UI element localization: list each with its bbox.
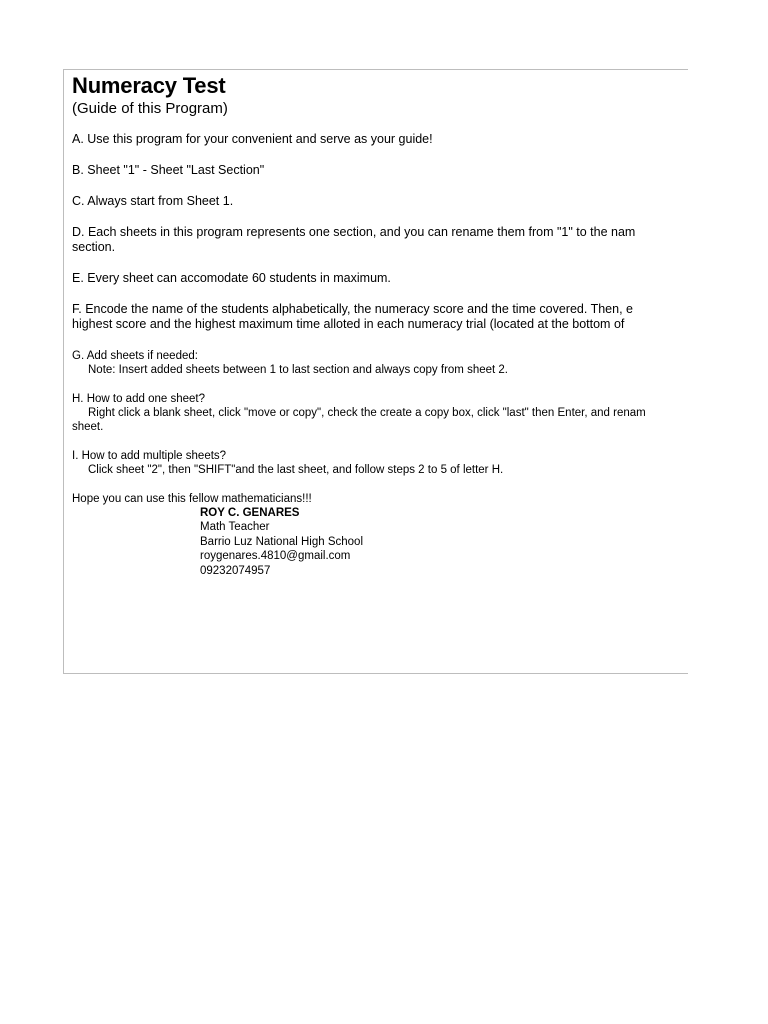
closing-line: Hope you can use this fellow mathematicians!!! — [72, 493, 312, 505]
guide-item-i-line-1: Click sheet "2", then "SHIFT"and the last sheet, and follow steps 2 to 5 of letter H. — [88, 464, 504, 476]
signature-school: Barrio Luz National High School — [200, 536, 364, 548]
guide-item-f-line-1: F. Encode the name of the students alphabetically, the numeracy score and the time covered. Then, e — [72, 302, 633, 316]
guide-item-b: B. Sheet "1" - Sheet "Last Section" — [72, 163, 265, 177]
signature-email: roygenares.4810@gmail.com — [200, 550, 351, 562]
guide-item-c: C. Always start from Sheet 1. — [72, 194, 234, 208]
guide-item-d-line-2: section. — [72, 240, 116, 254]
signature-phone: 09232074957 — [200, 565, 271, 577]
guide-item-e: E. Every sheet can accomodate 60 students in maximum. — [72, 271, 391, 285]
guide-item-g-heading: G. Add sheets if needed: — [72, 350, 198, 362]
guide-item-i-heading: I. How to add multiple sheets? — [72, 450, 227, 462]
guide-item-h-line-1: Right click a blank sheet, click "move or copy", check the create a copy box, click "last" then Enter, and renam — [88, 407, 646, 419]
guide-item-f-line-2: highest score and the highest maximum time alloted in each numeracy trial (located at the bottom of — [72, 317, 625, 331]
page-title: Numeracy Test — [72, 73, 226, 98]
guide-item-h-line-2: sheet. — [72, 421, 104, 433]
page-subtitle: (Guide of this Program) — [72, 100, 228, 117]
spreadsheet-page — [63, 69, 688, 674]
signature-name: ROY C. GENARES — [200, 507, 300, 519]
guide-item-a: A. Use this program for your convenient and serve as your guide! — [72, 132, 433, 146]
guide-item-h-heading: H. How to add one sheet? — [72, 393, 205, 405]
guide-item-d-line-1: D. Each sheets in this program represents one section, and you can rename them from "1" to the nam — [72, 225, 636, 239]
signature-role: Math Teacher — [200, 521, 270, 533]
guide-item-g-note: Note: Insert added sheets between 1 to last section and always copy from sheet 2. — [88, 364, 508, 376]
